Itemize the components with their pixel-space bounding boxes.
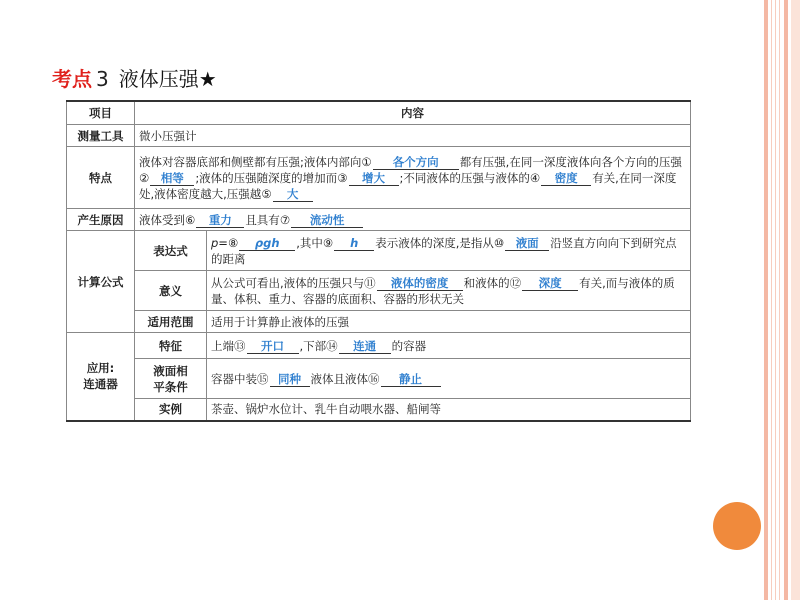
decor-stripe bbox=[784, 0, 788, 600]
example-label: 实例 bbox=[135, 399, 207, 421]
row-cause bbox=[67, 209, 691, 231]
text: 液面相 bbox=[153, 363, 188, 378]
blank-number: ② bbox=[139, 170, 150, 185]
blank-number: ⑦ bbox=[279, 212, 291, 227]
text: 液体且液体 bbox=[310, 371, 368, 386]
scope-content: 适用于计算静止液体的压强 bbox=[207, 311, 691, 333]
expression-content bbox=[207, 231, 691, 271]
answer-blank: 连通 bbox=[339, 339, 391, 354]
blank-number: ⑭ bbox=[326, 338, 338, 353]
balance-label bbox=[135, 359, 207, 399]
row-formula-scope bbox=[67, 311, 691, 333]
text: p= bbox=[211, 235, 228, 250]
blank-number: ⑯ bbox=[368, 371, 380, 386]
blank-number: ③ bbox=[337, 170, 348, 185]
title-text: 液体压强★ bbox=[118, 67, 217, 91]
text: 容器中装 bbox=[211, 371, 257, 386]
row-connector-example bbox=[67, 399, 691, 421]
text: 都有压强,在同一深度液体向各个方向的压强 bbox=[459, 154, 682, 169]
measure-label: 测量工具 bbox=[67, 125, 135, 147]
answer-blank: 大 bbox=[273, 187, 313, 202]
row-connector-balance bbox=[67, 359, 691, 399]
table-header bbox=[67, 101, 691, 125]
answer-blank: 液体的密度 bbox=[377, 276, 463, 291]
text: 应用: bbox=[86, 361, 115, 376]
connector-label bbox=[67, 333, 135, 421]
content-table bbox=[66, 100, 691, 422]
decor-circle bbox=[713, 502, 761, 550]
text: ,其中 bbox=[296, 235, 323, 250]
decor-stripe bbox=[791, 0, 800, 600]
text: 液体受到 bbox=[139, 212, 185, 227]
scope-label: 适用范围 bbox=[135, 311, 207, 333]
cause-content bbox=[135, 209, 691, 231]
row-formula-meaning bbox=[67, 271, 691, 311]
blank-number: ⑥ bbox=[185, 212, 196, 227]
decor-stripe bbox=[775, 0, 776, 600]
text: ;不同液体的压强与液体的 bbox=[399, 170, 530, 185]
answer-blank: 静止 bbox=[381, 372, 441, 387]
blank-number: ⑨ bbox=[322, 235, 334, 250]
row-connector-feature bbox=[67, 333, 691, 359]
text: 液体对容器底部和侧壁都有压强;液体内部向 bbox=[139, 154, 362, 169]
text: 连通器 bbox=[83, 377, 118, 392]
text: 有关,而与液体的质量、体积、重力、容器的底面积、容器的形状无关 bbox=[211, 275, 675, 306]
text: ,下部 bbox=[299, 338, 327, 353]
answer-blank: ρgh bbox=[239, 236, 295, 251]
decor-stripe bbox=[764, 0, 768, 600]
blank-number: ⑫ bbox=[509, 275, 522, 290]
answer-blank: 同种 bbox=[270, 372, 310, 387]
blank-number: ④ bbox=[529, 170, 541, 185]
meaning-content bbox=[207, 271, 691, 311]
answer-blank: 相等 bbox=[150, 171, 194, 186]
text: 有关,在同一深度处,液体密度越大,压强越 bbox=[139, 170, 677, 201]
blank-number: ① bbox=[361, 154, 372, 169]
text: 和液体的 bbox=[463, 275, 510, 290]
balance-content bbox=[207, 359, 691, 399]
decor-stripe bbox=[771, 0, 772, 600]
answer-blank: 液面 bbox=[505, 236, 549, 251]
answer-blank: 各个方向 bbox=[373, 155, 459, 170]
answer-blank: h bbox=[334, 236, 374, 251]
connector-feature-content bbox=[207, 333, 691, 359]
text: 且具有 bbox=[245, 212, 280, 227]
features-label: 特点 bbox=[67, 147, 135, 209]
answer-blank: 增大 bbox=[349, 171, 399, 186]
decor-stripe bbox=[779, 0, 780, 600]
title-highlight: 考点 bbox=[52, 67, 92, 91]
blank-number: ⑪ bbox=[364, 275, 376, 290]
text: 沿竖直方向向下到研究点的距离 bbox=[211, 235, 677, 266]
blank-number: ⑧ bbox=[227, 235, 239, 250]
example-content: 茶壶、锅炉水位计、乳牛自动喂水器、船闸等 bbox=[207, 399, 691, 421]
answer-blank: 开口 bbox=[247, 339, 299, 354]
cause-label: 产生原因 bbox=[67, 209, 135, 231]
features-content bbox=[135, 147, 691, 209]
measure-content: 微小压强计 bbox=[135, 125, 691, 147]
row-measure bbox=[67, 125, 691, 147]
text: 的容器 bbox=[391, 338, 427, 353]
row-formula-expression bbox=[67, 231, 691, 271]
text: 从公式可看出,液体的压强只与 bbox=[211, 275, 365, 290]
formula-label: 计算公式 bbox=[67, 231, 135, 333]
text: 表示液体的深度,是指从 bbox=[375, 235, 494, 250]
connector-feature-label: 特征 bbox=[135, 333, 207, 359]
answer-blank: 流动性 bbox=[291, 213, 363, 228]
page-title bbox=[52, 66, 217, 92]
text: 平条件 bbox=[153, 379, 188, 394]
header-content: 内容 bbox=[135, 101, 691, 125]
text: 上端 bbox=[211, 338, 234, 353]
meaning-label: 意义 bbox=[135, 271, 207, 311]
blank-number: ⑤ bbox=[261, 186, 272, 201]
answer-blank: 重力 bbox=[196, 213, 244, 228]
blank-number: ⑮ bbox=[257, 371, 269, 386]
blank-number: ⑩ bbox=[493, 235, 505, 250]
blank-number: ⑬ bbox=[234, 338, 246, 353]
text: ;液体的压强随深度的增加而 bbox=[195, 170, 338, 185]
row-features bbox=[67, 147, 691, 209]
answer-blank: 密度 bbox=[541, 171, 591, 186]
answer-blank: 深度 bbox=[522, 276, 578, 291]
expression-label: 表达式 bbox=[135, 231, 207, 271]
header-item: 项目 bbox=[67, 101, 135, 125]
title-number: 3 bbox=[96, 67, 109, 91]
